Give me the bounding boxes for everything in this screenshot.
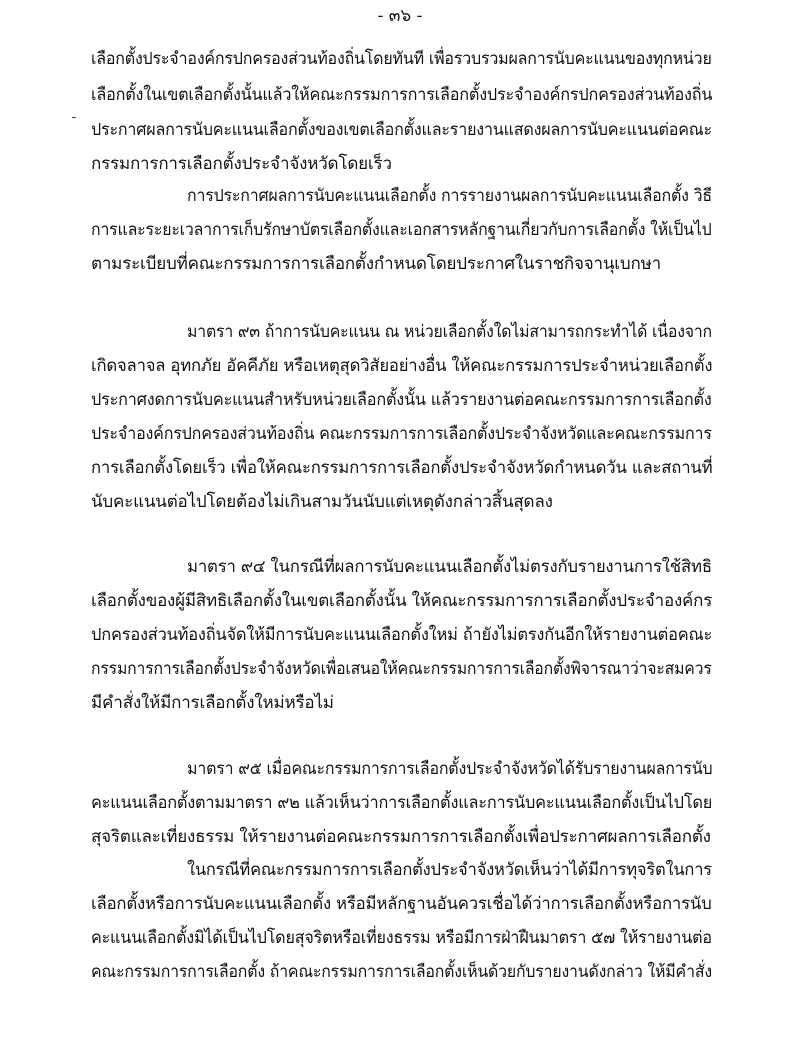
text-line: ในกรณีที่คณะกรรมการการเลือกตั้งประจำจังหวัดเห็นว่าได้มีการทุจริตในการ — [187, 860, 712, 880]
text-line: ประจำองค์กรปกครองส่วนท้องถิ่น คณะกรรมการการเลือกตั้งประจำจังหวัดและคณะกรรมการ — [91, 424, 712, 444]
text-line: คะแนนเลือกตั้งตามมาตรา ๙๒ แล้วเห็นว่าการเลือกตั้งและการนับคะแนนเลือกตั้งเป็นไปโดย — [91, 793, 713, 813]
scan-artifact — [72, 117, 76, 118]
text-line: เลือกตั้งหรือการนับคะแนนเลือกตั้ง หรือมีหลักฐานอันควรเชื่อได้ว่าการเลือกตั้งหรือการนับ — [91, 894, 712, 914]
text-line: เลือกตั้งประจำองค์กรปกครองส่วนท้องถิ่นโดยทันที เพื่อรวบรวมผลการนับคะแนนของทุกหน่วย — [91, 49, 712, 69]
text-line: เลือกตั้งของผู้มีสิทธิเลือกตั้งในเขตเลือกตั้งนั้น ให้คณะกรรมการการเลือกตั้งประจำองค์กร — [91, 591, 713, 611]
text-line: ประกาศผลการนับคะแนนเลือกตั้งของเขตเลือกตั้งและรายงานแสดงผลการนับคะแนนต่อคณะ — [91, 120, 712, 140]
text-line: มีคำสั่งให้มีการเลือกตั้งใหม่หรือไม่ — [91, 693, 334, 713]
text-line: คณะกรรมการการเลือกตั้ง ถ้าคณะกรรมการการเลือกตั้งเห็นด้วยกับรายงานดังกล่าว ให้มีคำสั่ง — [91, 962, 712, 982]
text-line: สุจริตและเที่ยงธรรม ให้รายงานต่อคณะกรรมการการเลือกตั้งเพื่อประกาศผลการเลือกตั้ง — [91, 827, 711, 847]
text-line: คะแนนเลือกตั้งมิได้เป็นไปโดยสุจริตหรือเที่ยงธรรม หรือมีการฝ่าฝืนมาตรา ๕๗ ให้รายงานต่อ — [91, 928, 712, 948]
page-number: - ๓๖ - — [377, 6, 423, 26]
text-line: ตามระเบียบที่คณะกรรมการการเลือกตั้งกำหนดโดยประกาศในราชกิจจานุเบกษา — [91, 254, 661, 274]
text-line: การประกาศผลการนับคะแนนเลือกตั้ง การรายงานผลการนับคะแนนเลือกตั้ง วิธี — [187, 186, 712, 206]
text-line: กรรมการการเลือกตั้งประจำจังหวัดเพื่อเสนอให้คณะกรรมการการเลือกตั้งพิจารณาว่าจะสมควร — [91, 659, 712, 679]
text-line: การและระยะเวลาการเก็บรักษาบัตรเลือกตั้งและเอกสารหลักฐานเกี่ยวกับการเลือกตั้ง ให้เป็นไป — [91, 220, 712, 240]
text-line: การเลือกตั้งโดยเร็ว เพื่อให้คณะกรรมการการเลือกตั้งประจำจังหวัดกำหนดวัน และสถานที่ — [91, 458, 713, 478]
text-line: ปกครองส่วนท้องถิ่นจัดให้มีการนับคะแนนเลือกตั้งใหม่ ถ้ายังไม่ตรงกันอีกให้รายงานต่อคณะ — [91, 625, 713, 645]
text-line: นับคะแนนต่อไปโดยต้องไม่เกินสามวันนับแต่เหตุดังกล่าวสิ้นสุดลง — [91, 492, 553, 512]
section-95-heading-line: มาตรา ๙๕ เมื่อคณะกรรมการการเลือกตั้งประจำจังหวัดได้รับรายงานผลการนับ — [187, 759, 713, 779]
section-93-heading-line: มาตรา ๙๓ ถ้าการนับคะแนน ณ หน่วยเลือกตั้งใดไม่สามารถกระทำได้ เนื่องจาก — [187, 322, 712, 342]
text-line: ประกาศงดการนับคะแนนสำหรับหน่วยเลือกตั้งนั้น แล้วรายงานต่อคณะกรรมการการเลือกตั้ง — [91, 390, 712, 410]
text-line: กรรมการการเลือกตั้งประจำจังหวัดโดยเร็ว — [91, 154, 392, 174]
text-line: เลือกตั้งในเขตเลือกตั้งนั้นแล้วให้คณะกรรมการการเลือกตั้งประจำองค์กรปกครองส่วนท้องถิ่น — [91, 85, 713, 105]
text-line: เกิดจลาจล อุทกภัย อัคคีภัย หรือเหตุสุดวิสัยอย่างอื่น ให้คณะกรรมการประจำหน่วยเลือกตั้ง — [91, 356, 713, 376]
section-94-heading-line: มาตรา ๙๔ ในกรณีที่ผลการนับคะแนนเลือกตั้งไม่ตรงกับรายงานการใช้สิทธิ — [187, 557, 712, 577]
